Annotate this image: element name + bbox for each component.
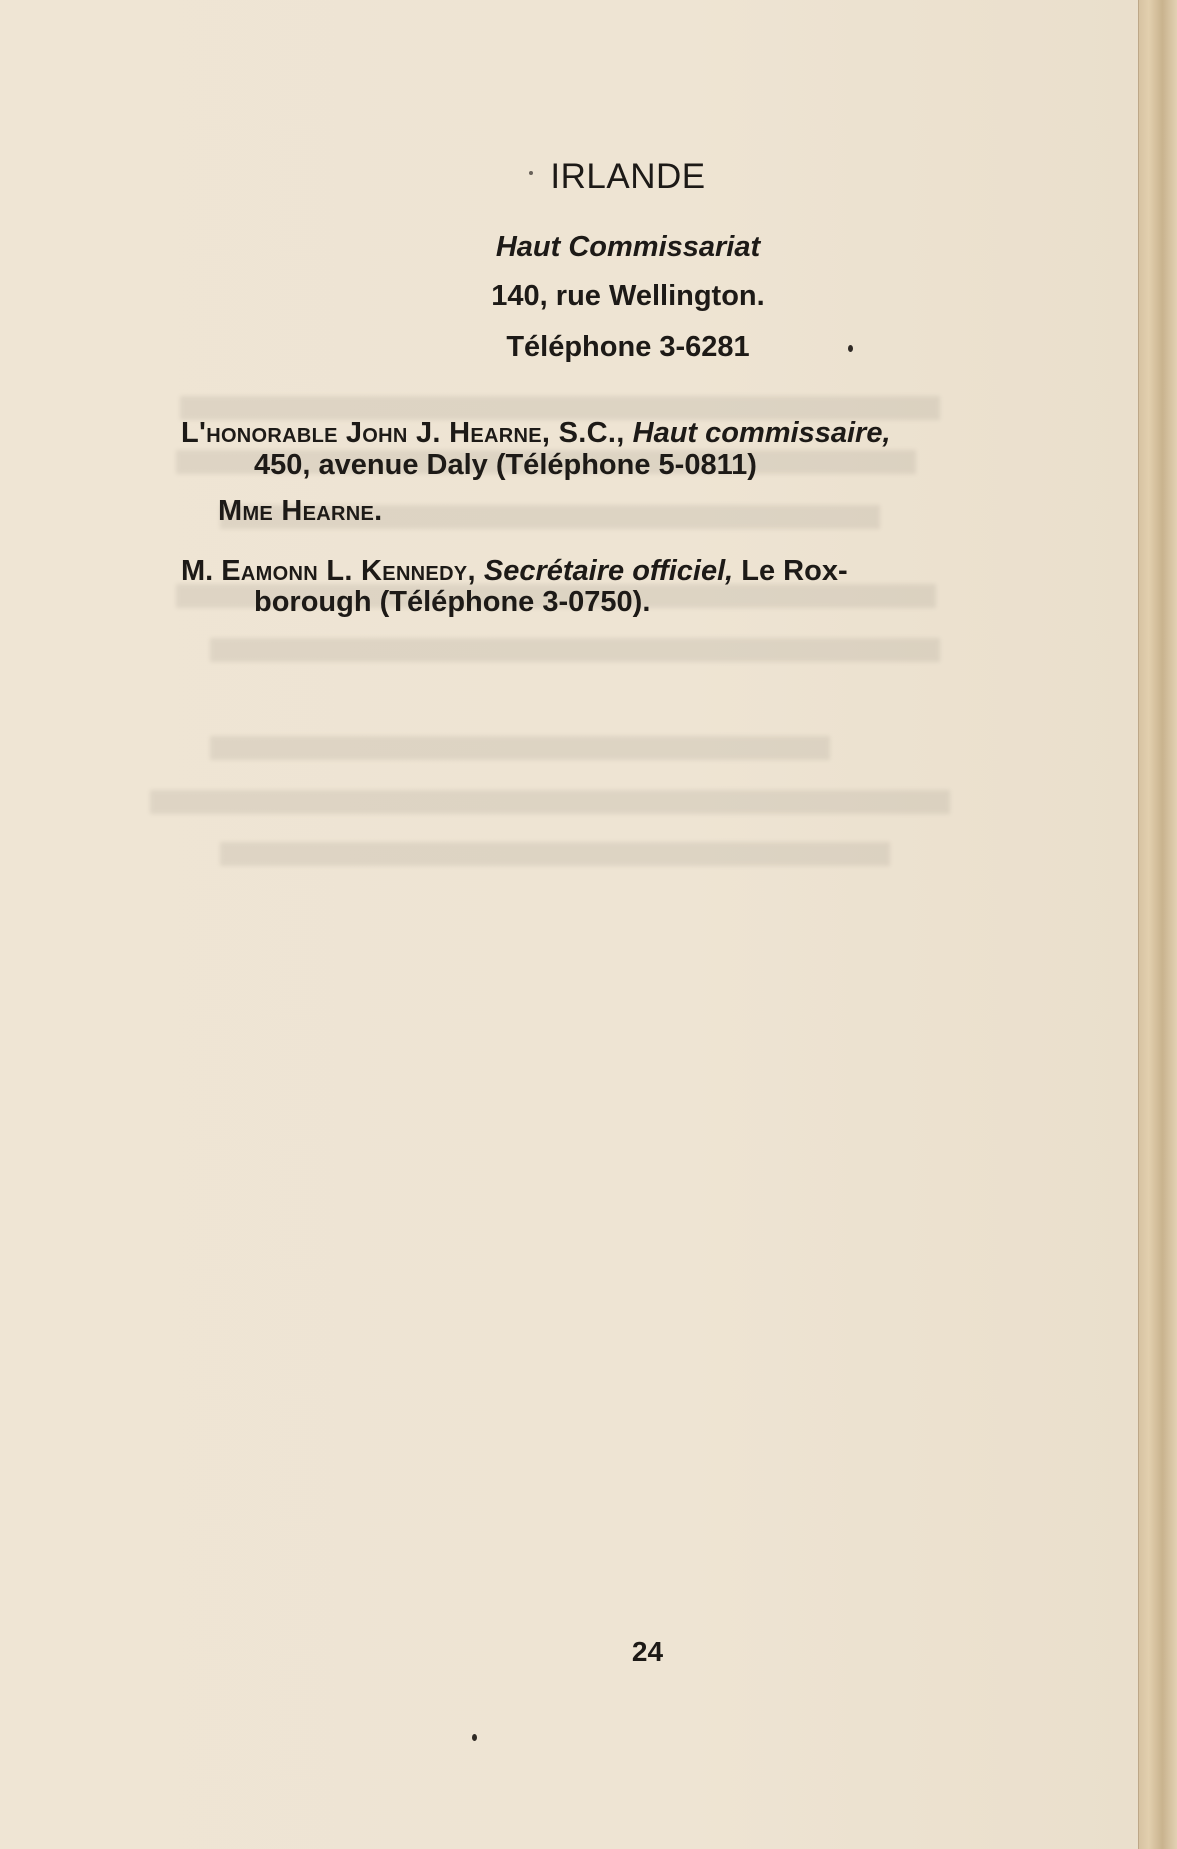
staff-address: 450, avenue Daly (Téléphone 5-0811) xyxy=(254,449,757,481)
staff-address: borough (Téléphone 3-0750). xyxy=(254,586,651,618)
bleed-mark xyxy=(150,790,950,814)
section-title: IRLANDE xyxy=(550,157,706,196)
ink-speck xyxy=(529,171,533,175)
staff-role: Secrétaire officiel, xyxy=(483,555,734,587)
honorific-title: L'honorable xyxy=(181,417,338,449)
address-start: Le Rox- xyxy=(741,555,848,587)
office-type: Haut Commissariat xyxy=(495,231,761,263)
bleed-mark xyxy=(210,736,830,760)
spouse-name: Mme Hearne. xyxy=(218,495,383,527)
staff-role: Haut commissaire, xyxy=(632,417,891,449)
office-telephone: Téléphone 3-6281 xyxy=(506,331,750,363)
page-number: 24 xyxy=(631,1636,664,1667)
office-address: 140, rue Wellington. xyxy=(491,280,765,312)
bleed-mark xyxy=(220,842,890,866)
honorific-prefix: M. xyxy=(181,555,214,587)
bleed-mark xyxy=(210,638,940,662)
staff-name: John J. Hearne, S.C., xyxy=(345,417,625,449)
ink-speck xyxy=(848,345,853,352)
ink-speck xyxy=(472,1734,477,1741)
staff-name: Eamonn L. Kennedy, xyxy=(221,555,476,587)
